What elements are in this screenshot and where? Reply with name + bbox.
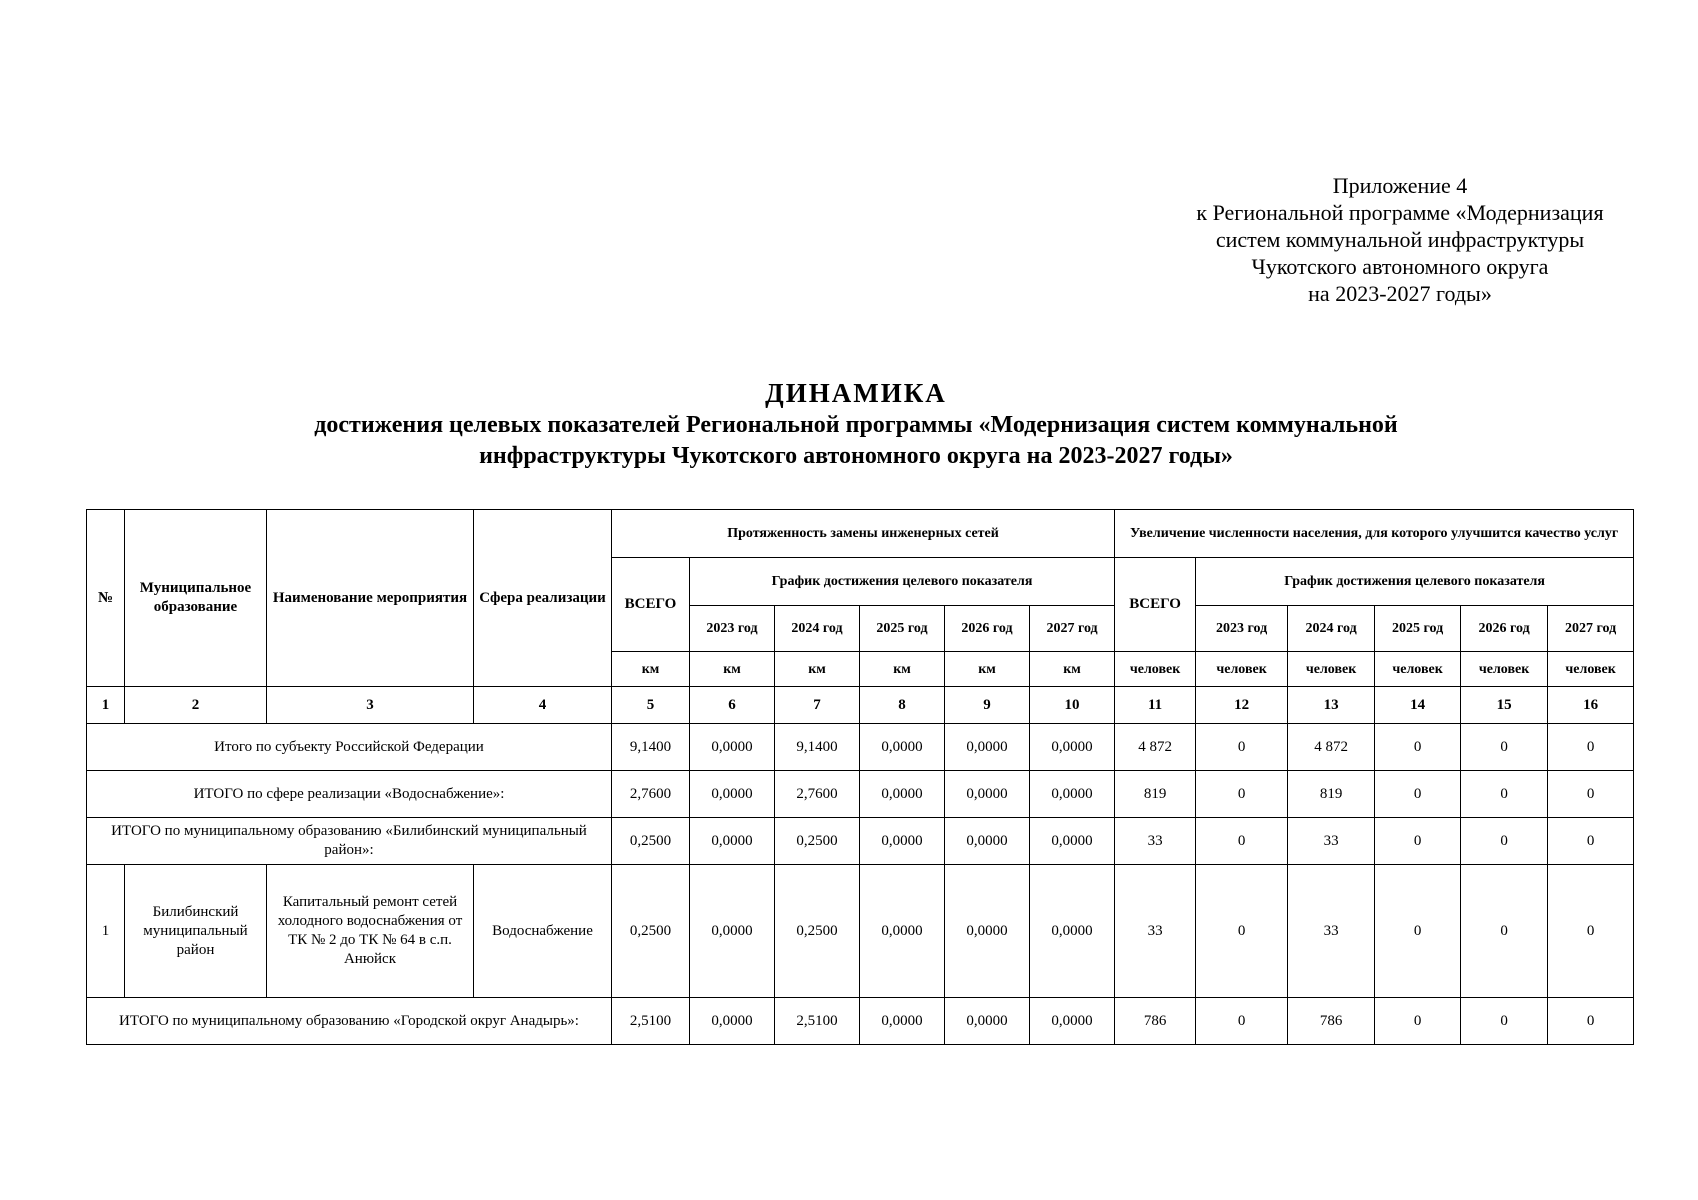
value-cell: 0	[1548, 998, 1634, 1045]
unit-cell: км	[945, 652, 1030, 687]
title-main: ДИНАМИКА	[765, 378, 947, 408]
value-cell: 786	[1288, 998, 1375, 1045]
header-year: 2025 год	[860, 606, 945, 652]
row-label: ИТОГО по сфере реализации «Водоснабжение»:	[87, 771, 612, 818]
value-cell: 0	[1196, 818, 1288, 865]
value-cell: 0,0000	[1030, 865, 1115, 998]
unit-cell: человек	[1115, 652, 1196, 687]
value-cell: 0	[1196, 771, 1288, 818]
column-number: 16	[1548, 687, 1634, 724]
value-cell: 0	[1461, 998, 1548, 1045]
unit-cell: человек	[1461, 652, 1548, 687]
value-cell: 2,5100	[612, 998, 690, 1045]
row-event: Капитальный ремонт сетей холодного водоснабжения от ТК № 2 до ТК № 64 в с.п. Анюйск	[267, 865, 474, 998]
unit-cell: человек	[1288, 652, 1375, 687]
value-cell: 0,0000	[1030, 818, 1115, 865]
column-number: 12	[1196, 687, 1288, 724]
value-cell: 0,2500	[612, 865, 690, 998]
value-cell: 0,0000	[945, 998, 1030, 1045]
value-cell: 0,0000	[860, 818, 945, 865]
value-cell: 33	[1288, 818, 1375, 865]
row-label: ИТОГО по муниципальному образованию «Билибинский муниципальный район»:	[87, 818, 612, 865]
unit-cell: человек	[1196, 652, 1288, 687]
unit-cell: км	[775, 652, 860, 687]
unit-cell: км	[860, 652, 945, 687]
value-cell: 0,0000	[1030, 998, 1115, 1045]
value-cell: 0	[1196, 724, 1288, 771]
table-row	[87, 998, 1634, 1045]
table-row	[87, 818, 1634, 865]
header-event: Наименование мероприятия	[267, 510, 474, 687]
value-cell: 0,0000	[690, 818, 775, 865]
column-number: 6	[690, 687, 775, 724]
row-num: 1	[87, 865, 125, 998]
header-group-network-length: Протяженность замены инженерных сетей	[612, 510, 1115, 558]
value-cell: 0	[1461, 818, 1548, 865]
header-num: №	[87, 510, 125, 687]
value-cell: 0	[1196, 865, 1288, 998]
row-sphere: Водоснабжение	[474, 865, 612, 998]
value-cell: 0,0000	[690, 724, 775, 771]
header-year: 2027 год	[1548, 606, 1634, 652]
unit-cell: км	[612, 652, 690, 687]
header-schedule-km: График достижения целевого показателя	[690, 558, 1115, 606]
column-number: 7	[775, 687, 860, 724]
value-cell: 0,0000	[1030, 724, 1115, 771]
value-cell: 0	[1375, 771, 1461, 818]
value-cell: 2,7600	[612, 771, 690, 818]
column-number: 11	[1115, 687, 1196, 724]
table-row	[87, 771, 1634, 818]
unit-cell: км	[1030, 652, 1115, 687]
value-cell: 0	[1548, 818, 1634, 865]
header-municipality: Муниципальное образование	[125, 510, 267, 687]
column-number: 4	[474, 687, 612, 724]
value-cell: 0,0000	[860, 724, 945, 771]
unit-cell: человек	[1375, 652, 1461, 687]
value-cell: 0,0000	[1030, 771, 1115, 818]
unit-cell: человек	[1548, 652, 1634, 687]
appendix-line: к Региональной программе «Модернизация	[1196, 200, 1604, 225]
header-year: 2027 год	[1030, 606, 1115, 652]
value-cell: 9,1400	[612, 724, 690, 771]
value-cell: 33	[1288, 865, 1375, 998]
value-cell: 0,0000	[945, 771, 1030, 818]
table-row	[87, 865, 1634, 998]
value-cell: 0	[1375, 724, 1461, 771]
value-cell: 819	[1288, 771, 1375, 818]
header-total-km: ВСЕГО	[612, 558, 690, 652]
column-number: 9	[945, 687, 1030, 724]
appendix-line: Приложение 4	[1332, 173, 1468, 198]
column-number: 2	[125, 687, 267, 724]
value-cell: 0,2500	[775, 865, 860, 998]
column-number: 1	[87, 687, 125, 724]
value-cell: 0,0000	[860, 865, 945, 998]
header-row-1	[87, 510, 1634, 558]
header-year: 2026 год	[945, 606, 1030, 652]
header-year: 2024 год	[775, 606, 860, 652]
value-cell: 0	[1461, 771, 1548, 818]
header-sphere: Сфера реализации	[474, 510, 612, 687]
header-schedule-people: График достижения целевого показателя	[1196, 558, 1634, 606]
header-year: 2023 год	[1196, 606, 1288, 652]
column-number: 3	[267, 687, 474, 724]
row-municipality: Билибинский муниципальный район	[125, 865, 267, 998]
appendix-line: на 2023-2027 годы»	[1308, 281, 1492, 306]
value-cell: 4 872	[1115, 724, 1196, 771]
value-cell: 9,1400	[775, 724, 860, 771]
value-cell: 0,0000	[945, 865, 1030, 998]
header-year: 2026 год	[1461, 606, 1548, 652]
value-cell: 0,0000	[690, 865, 775, 998]
value-cell: 0	[1375, 865, 1461, 998]
indicators-table	[86, 509, 1634, 1045]
document-title	[86, 376, 1626, 472]
value-cell: 0,0000	[860, 998, 945, 1045]
row-label: Итого по субъекту Российской Федерации	[87, 724, 612, 771]
unit-cell: км	[690, 652, 775, 687]
value-cell: 0,0000	[945, 818, 1030, 865]
value-cell: 0	[1548, 771, 1634, 818]
column-number: 14	[1375, 687, 1461, 724]
column-number: 10	[1030, 687, 1115, 724]
value-cell: 786	[1115, 998, 1196, 1045]
value-cell: 33	[1115, 818, 1196, 865]
value-cell: 0	[1461, 865, 1548, 998]
header-year: 2023 год	[690, 606, 775, 652]
column-number: 15	[1461, 687, 1548, 724]
value-cell: 0	[1461, 724, 1548, 771]
title-subtitle-line-1: достижения целевых показателей Региональной программы «Модернизация систем коммунальной	[314, 412, 1398, 438]
header-year: 2024 год	[1288, 606, 1375, 652]
value-cell: 0	[1375, 998, 1461, 1045]
appendix-line: Чукотского автономного округа	[1251, 254, 1549, 279]
column-number: 13	[1288, 687, 1375, 724]
column-number: 8	[860, 687, 945, 724]
value-cell: 0,2500	[775, 818, 860, 865]
value-cell: 0	[1548, 865, 1634, 998]
row-label: ИТОГО по муниципальному образованию «Городской округ Анадырь»:	[87, 998, 612, 1045]
value-cell: 0	[1196, 998, 1288, 1045]
column-number-row	[87, 687, 1634, 724]
value-cell: 4 872	[1288, 724, 1375, 771]
value-cell: 0	[1375, 818, 1461, 865]
value-cell: 0	[1548, 724, 1634, 771]
value-cell: 0,0000	[690, 771, 775, 818]
table-row	[87, 724, 1634, 771]
value-cell: 0,2500	[612, 818, 690, 865]
value-cell: 819	[1115, 771, 1196, 818]
value-cell: 33	[1115, 865, 1196, 998]
value-cell: 0,0000	[860, 771, 945, 818]
appendix-line: систем коммунальной инфраструктуры	[1215, 227, 1585, 252]
appendix-note	[1100, 172, 1698, 307]
header-total-people: ВСЕГО	[1115, 558, 1196, 652]
value-cell: 0,0000	[945, 724, 1030, 771]
header-group-population: Увеличение численности населения, для которого улучшится качество услуг	[1115, 510, 1634, 558]
value-cell: 2,5100	[775, 998, 860, 1045]
header-year: 2025 год	[1375, 606, 1461, 652]
title-subtitle-line-2: инфраструктуры Чукотского автономного округа на 2023-2027 годы»	[479, 443, 1233, 469]
value-cell: 0,0000	[690, 998, 775, 1045]
column-number: 5	[612, 687, 690, 724]
value-cell: 2,7600	[775, 771, 860, 818]
